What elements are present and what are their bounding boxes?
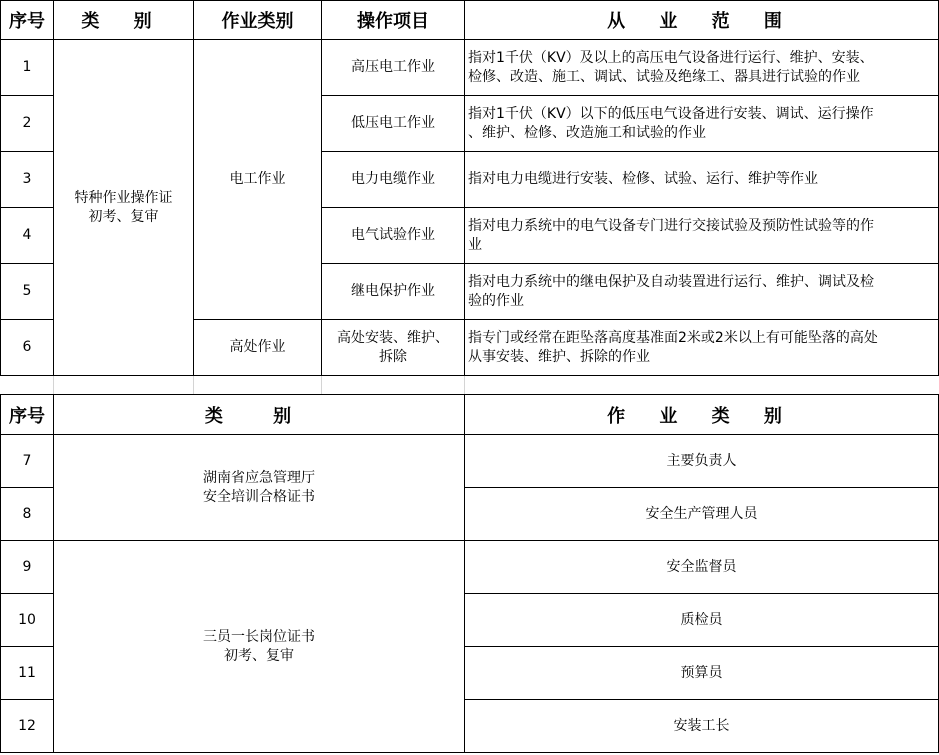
header-category: 类 别 <box>54 1 194 40</box>
header-job-type: 作业类别 <box>194 1 322 40</box>
certificate-table <box>0 394 939 753</box>
job-type-cell: 安全监督员 <box>465 541 939 594</box>
gridline <box>193 376 194 394</box>
operation-item: 继电保护作业 <box>322 264 465 320</box>
header-no: 序号 <box>1 1 54 40</box>
header-operation: 操作项目 <box>322 1 465 40</box>
job-height: 高处作业 <box>194 320 322 376</box>
gridline <box>464 376 465 394</box>
header-scope: 从 业 范 围 <box>465 1 939 40</box>
table-row <box>1 541 939 594</box>
row-no: 7 <box>1 435 54 488</box>
operation-item: 低压电工作业 <box>322 96 465 152</box>
job-electric: 电工作业 <box>194 40 322 320</box>
table-row <box>1 435 939 488</box>
header-no: 序号 <box>1 395 54 435</box>
operation-item: 高压电工作业 <box>322 40 465 96</box>
row-no: 6 <box>1 320 54 376</box>
header-job-type: 作 业 类 别 <box>465 395 939 435</box>
job-type-cell: 安装工长 <box>465 700 939 753</box>
category-training-cert: 湖南省应急管理厅 安全培训合格证书 <box>54 435 465 541</box>
row-no: 12 <box>1 700 54 753</box>
category-special-operation-cert: 特种作业操作证 初考、复审 <box>54 40 194 376</box>
row-no: 4 <box>1 208 54 264</box>
category-position-cert: 三员一长岗位证书 初考、复审 <box>54 541 465 753</box>
table1-header-row <box>1 1 939 40</box>
row-no: 10 <box>1 594 54 647</box>
job-type-cell: 质检员 <box>465 594 939 647</box>
scope-description: 指专门或经常在距坠落高度基准面2米或2米以上有可能坠落的高处 从事安装、维护、拆除的作业 <box>465 320 939 376</box>
row-no: 11 <box>1 647 54 700</box>
operation-item: 高处安装、维护、 拆除 <box>322 320 465 376</box>
table2-header-row <box>1 395 939 435</box>
scope-description: 指对1千伏（KV）及以上的高压电气设备进行运行、维护、安装、 检修、改造、施工、调试、试验及绝缘工、器具进行试验的作业 <box>465 40 939 96</box>
header-category: 类 别 <box>54 395 465 435</box>
gridline <box>53 376 54 394</box>
special-operations-table <box>0 0 939 376</box>
scope-description: 指对电力电缆进行安装、检修、试验、运行、维护等作业 <box>465 152 939 208</box>
gridline <box>321 376 322 394</box>
row-no: 2 <box>1 96 54 152</box>
row-no: 8 <box>1 488 54 541</box>
scope-description: 指对电力系统中的继电保护及自动装置进行运行、维护、调试及检 验的作业 <box>465 264 939 320</box>
scope-description: 指对电力系统中的电气设备专门进行交接试验及预防性试验等的作 业 <box>465 208 939 264</box>
job-type-cell: 安全生产管理人员 <box>465 488 939 541</box>
table-row <box>1 40 939 96</box>
row-no: 1 <box>1 40 54 96</box>
table-gap <box>0 376 939 394</box>
job-type-cell: 主要负责人 <box>465 435 939 488</box>
operation-item: 电力电缆作业 <box>322 152 465 208</box>
operation-item: 电气试验作业 <box>322 208 465 264</box>
row-no: 5 <box>1 264 54 320</box>
row-no: 9 <box>1 541 54 594</box>
job-type-cell: 预算员 <box>465 647 939 700</box>
row-no: 3 <box>1 152 54 208</box>
scope-description: 指对1千伏（KV）以下的低压电气设备进行安装、调试、运行操作 、维护、检修、改造施工和试验的作业 <box>465 96 939 152</box>
